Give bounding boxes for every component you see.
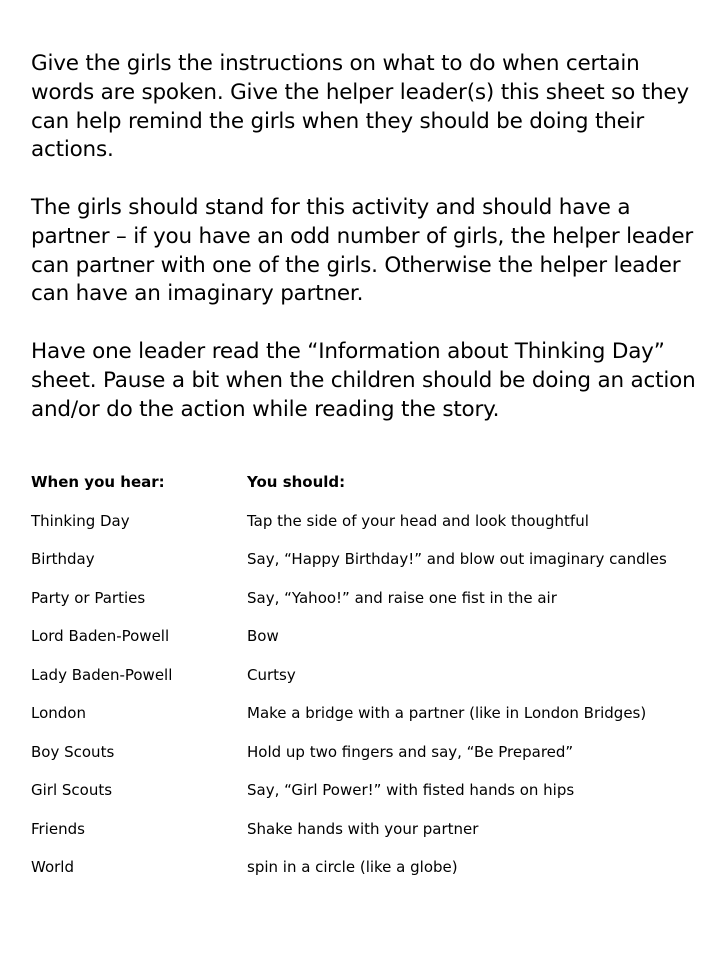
row-action-cell: Hold up two fingers and say, “Be Prepared” [247, 742, 574, 761]
row-action-cell: Shake hands with your partner [247, 819, 479, 838]
table-row [31, 740, 701, 779]
table-row [31, 509, 701, 548]
table-row [31, 701, 701, 740]
row-action-cell: Make a bridge with a partner (like in London Bridges) [247, 704, 647, 722]
row-hear-cell: Lady Baden-Powell [31, 665, 173, 684]
row-hear-cell: Lord Baden-Powell [31, 627, 170, 645]
row-action-cell: Say, “Yahoo!” and raise one fist in the air [247, 588, 557, 607]
instruction-paragraph-2: The girls should stand for this activity and should have a partner – if you have an odd number of girls, the helper leader can partner with one of the girls. Otherwise the helper leader can have an imaginary partner. [31, 194, 694, 307]
row-hear-cell: London [31, 704, 86, 722]
table-row [31, 624, 701, 663]
table-row [31, 778, 701, 817]
header-you-should: You should: [247, 473, 346, 491]
instructions-section [31, 50, 701, 453]
row-hear-cell: Party or Parties [31, 588, 146, 607]
row-hear-cell: Birthday [31, 550, 95, 568]
table-row [31, 586, 701, 625]
table-row [31, 855, 701, 894]
row-action-cell: spin in a circle (like a globe) [247, 858, 458, 876]
instruction-paragraph-1: Give the girls the instructions on what to do when certain words are spoken. Give the helper leader(s) this sheet so they can help remind the girls when they should be doing their actions. [31, 51, 689, 163]
table-row [31, 663, 701, 702]
row-action-cell: Curtsy [247, 665, 296, 684]
actions-table [31, 470, 701, 894]
row-hear-cell: World [31, 858, 74, 876]
row-hear-cell: Friends [31, 819, 85, 838]
row-hear-cell: Girl Scouts [31, 781, 113, 799]
row-action-cell: Bow [247, 627, 279, 645]
row-action-cell: Say, “Girl Power!” with fisted hands on hips [247, 781, 575, 799]
header-when-you-hear: When you hear: [31, 473, 165, 491]
table-row [31, 817, 701, 856]
table-header-row [31, 470, 701, 509]
row-action-cell: Say, “Happy Birthday!” and blow out imaginary candles [247, 550, 667, 568]
table-row [31, 547, 701, 586]
row-action-cell: Tap the side of your head and look thoughtful [247, 511, 589, 530]
instruction-paragraph-3: Have one leader read the “Information about Thinking Day” sheet. Pause a bit when the children should be doing an action and/or do the action while reading the story. [31, 338, 696, 422]
row-hear-cell: Boy Scouts [31, 742, 115, 761]
row-hear-cell: Thinking Day [31, 511, 130, 530]
